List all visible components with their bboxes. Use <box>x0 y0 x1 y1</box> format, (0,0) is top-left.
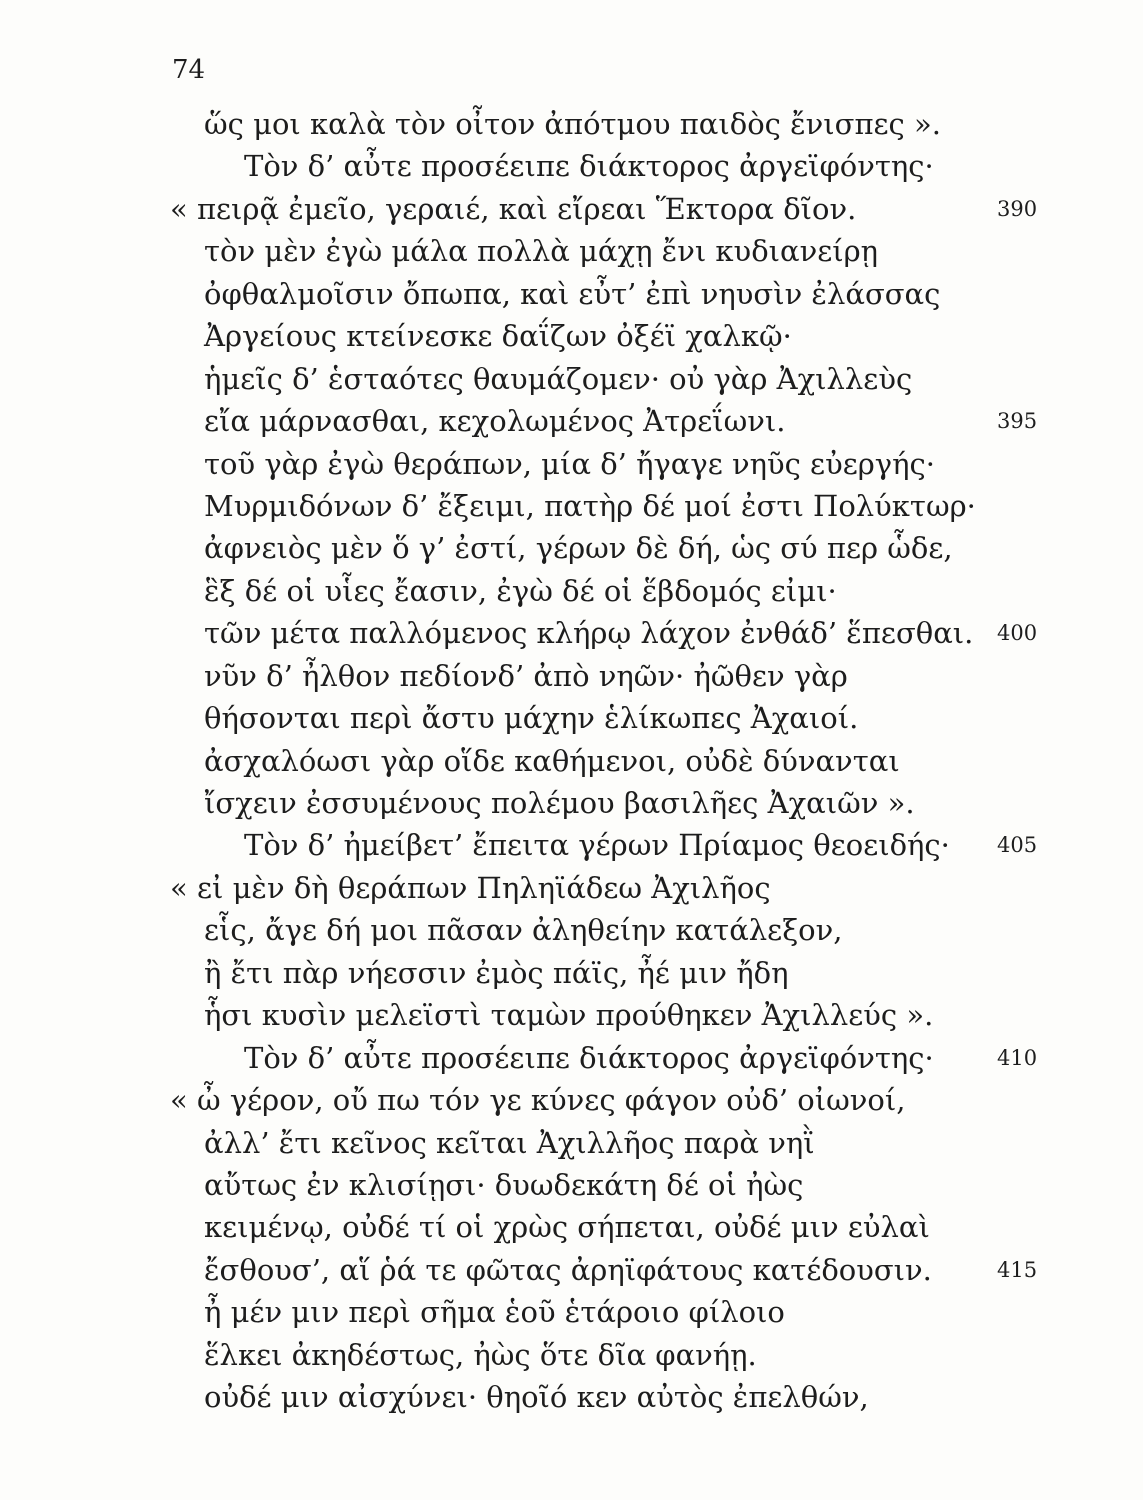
verse-line <box>170 188 1038 230</box>
verse-line <box>170 103 1030 145</box>
verse-text: Τὸν δ’ αὖτε προσέειπε διάκτορος ἀργεϊφόντης· <box>244 149 934 184</box>
verse-text: τῶν μέτα παλλόμενος κλήρῳ λάχον ἐνθάδ’ ἕπεσθαι. <box>204 616 974 651</box>
verse-text: « εἰ μὲν δὴ θεράπων Πηληϊάδεω Ἀχιλῆος <box>170 870 771 905</box>
verse-line <box>170 952 1030 994</box>
verse-text: τὸν μὲν ἐγὼ μάλα πολλὰ μάχῃ ἔνι κυδιανείρῃ <box>204 234 879 269</box>
page-number: 74 <box>172 55 206 85</box>
verse-line <box>170 612 1038 654</box>
verse-text: ἧσι κυσὶν μελεϊστὶ ταμὼν προύθηκεν Ἀχιλλεύς ». <box>204 998 934 1033</box>
verse-text: εἷς, ἄγε δή μοι πᾶσαν ἀληθείην κατάλεξον, <box>204 913 843 948</box>
verse-line <box>170 145 1030 187</box>
verse-line <box>170 358 1030 400</box>
verse-line <box>170 315 1030 357</box>
verse-line <box>170 1037 1038 1079</box>
verse-text: ἓξ δέ οἱ υἷες ἔασιν, ἐγὼ δέ οἱ ἕβδομός εἰμι· <box>204 573 837 608</box>
verse-line <box>170 1376 1030 1418</box>
verse-line <box>170 740 1030 782</box>
verse-text: τοῦ γὰρ ἐγὼ θεράπων, μία δ’ ἤγαγε νηῦς εὐεργής· <box>204 446 935 481</box>
verse-line <box>170 655 1030 697</box>
verse-line <box>170 570 1030 612</box>
verse-text: ἡμεῖς δ’ ἑσταότες θαυμάζομεν· οὐ γὰρ Ἀχιλλεὺς <box>204 361 913 396</box>
verse-text: ἔσθουσ’, αἵ ῥά τε φῶτας ἀρηϊφάτους κατέδουσιν. <box>204 1252 932 1287</box>
line-number: 410 <box>997 1045 1038 1070</box>
verse-line <box>170 443 1030 485</box>
verse-text: ὥς μοι καλὰ τὸν οἶτον ἀπότμου παιδὸς ἔνισπες ». <box>204 107 941 141</box>
verse-line <box>170 782 1030 824</box>
verse-text: ἀφνειὸς μὲν ὅ γ’ ἐστί, γέρων δὲ δή, ὡς σύ περ ὧδε, <box>204 531 953 566</box>
verse-line <box>170 867 1030 909</box>
verse-line <box>170 1122 1030 1164</box>
line-number: 405 <box>997 833 1038 858</box>
verse-text: Ἀργείους κτείνεσκε δαΐζων ὀξέϊ χαλκῷ· <box>204 319 792 354</box>
verse-line <box>170 485 1030 527</box>
verse-line <box>170 824 1038 866</box>
verse-line <box>170 1079 1030 1121</box>
verse-text: ἀλλ’ ἔτι κεῖνος κεῖται Ἀχιλλῆος παρὰ νηῒ <box>204 1125 815 1160</box>
verse-text: ἀσχαλόωσι γὰρ οἵδε καθήμενοι, οὐδὲ δύνανται <box>204 743 900 778</box>
line-number: 400 <box>997 621 1038 646</box>
line-number: 415 <box>997 1257 1038 1282</box>
verse-text: ἦ μέν μιν περὶ σῆμα ἑοῦ ἑτάροιο φίλοιο <box>204 1295 785 1330</box>
verse-text: νῦν δ’ ἦλθον πεδίονδ’ ἀπὸ νηῶν· ἠῶθεν γὰρ <box>204 658 848 693</box>
verse-line <box>170 273 1030 315</box>
verse-line <box>170 1164 1030 1206</box>
line-number: 390 <box>997 196 1038 221</box>
verse-text: ὀφθαλμοῖσιν ὄπωπα, καὶ εὖτ’ ἐπὶ νηυσὶν ἐλάσσας <box>204 276 941 311</box>
verse-text: κειμένῳ, οὐδέ τί οἱ χρὼς σήπεται, οὐδέ μιν εὐλαὶ <box>204 1210 930 1245</box>
verse-line <box>170 1249 1038 1291</box>
verse-text: ἕλκει ἀκηδέστως, ἠὼς ὅτε δῖα φανήῃ. <box>204 1337 757 1372</box>
verse-line <box>170 1291 1030 1333</box>
verse-text: ἴσχειν ἐσσυμένους πολέμου βασιλῆες Ἀχαιῶν ». <box>204 786 915 820</box>
verse-text: « ὦ γέρον, οὔ πω τόν γε κύνες φάγον οὐδ’ οἰωνοί, <box>170 1083 906 1118</box>
verse-line <box>170 230 1030 272</box>
verse-line <box>170 994 1030 1036</box>
verse-text: « πειρᾷ ἐμεῖο, γεραιέ, καὶ εἴρεαι Ἕκτορα δῖον. <box>170 191 857 226</box>
verse-text: θήσονται περὶ ἄστυ μάχην ἑλίκωπες Ἀχαιοί. <box>204 701 859 736</box>
verse-text: αὔτως ἐν κλισίῃσι· δυωδεκάτη δέ οἱ ἠὼς <box>204 1167 804 1202</box>
verse-text: Μυρμιδόνων δ’ ἔξειμι, πατὴρ δέ μοί ἐστι Πολύκτωρ· <box>204 488 976 523</box>
verse-line <box>170 1206 1030 1248</box>
verse-line <box>170 527 1030 569</box>
verse-line <box>170 1334 1030 1376</box>
verse-text: Τὸν δ’ ἠμείβετ’ ἔπειτα γέρων Πρίαμος θεοειδής· <box>244 828 950 863</box>
verse-text: ἢ ἔτι πὰρ νήεσσιν ἐμὸς πάϊς, ἦέ μιν ἤδη <box>204 955 789 990</box>
verse-line <box>170 909 1030 951</box>
verse-line <box>170 697 1030 739</box>
verse-text: Τὸν δ’ αὖτε προσέειπε διάκτορος ἀργεϊφόντης· <box>244 1040 934 1075</box>
line-number: 395 <box>997 409 1038 434</box>
verse-text: οὐδέ μιν αἰσχύνει· θηοῖό κεν αὐτὸς ἐπελθών, <box>204 1380 869 1415</box>
verse-text: εἴα μάρνασθαι, κεχολωμένος Ἀτρεΐωνι. <box>204 404 786 439</box>
verse-block <box>170 103 1038 1419</box>
verse-line <box>170 400 1038 442</box>
